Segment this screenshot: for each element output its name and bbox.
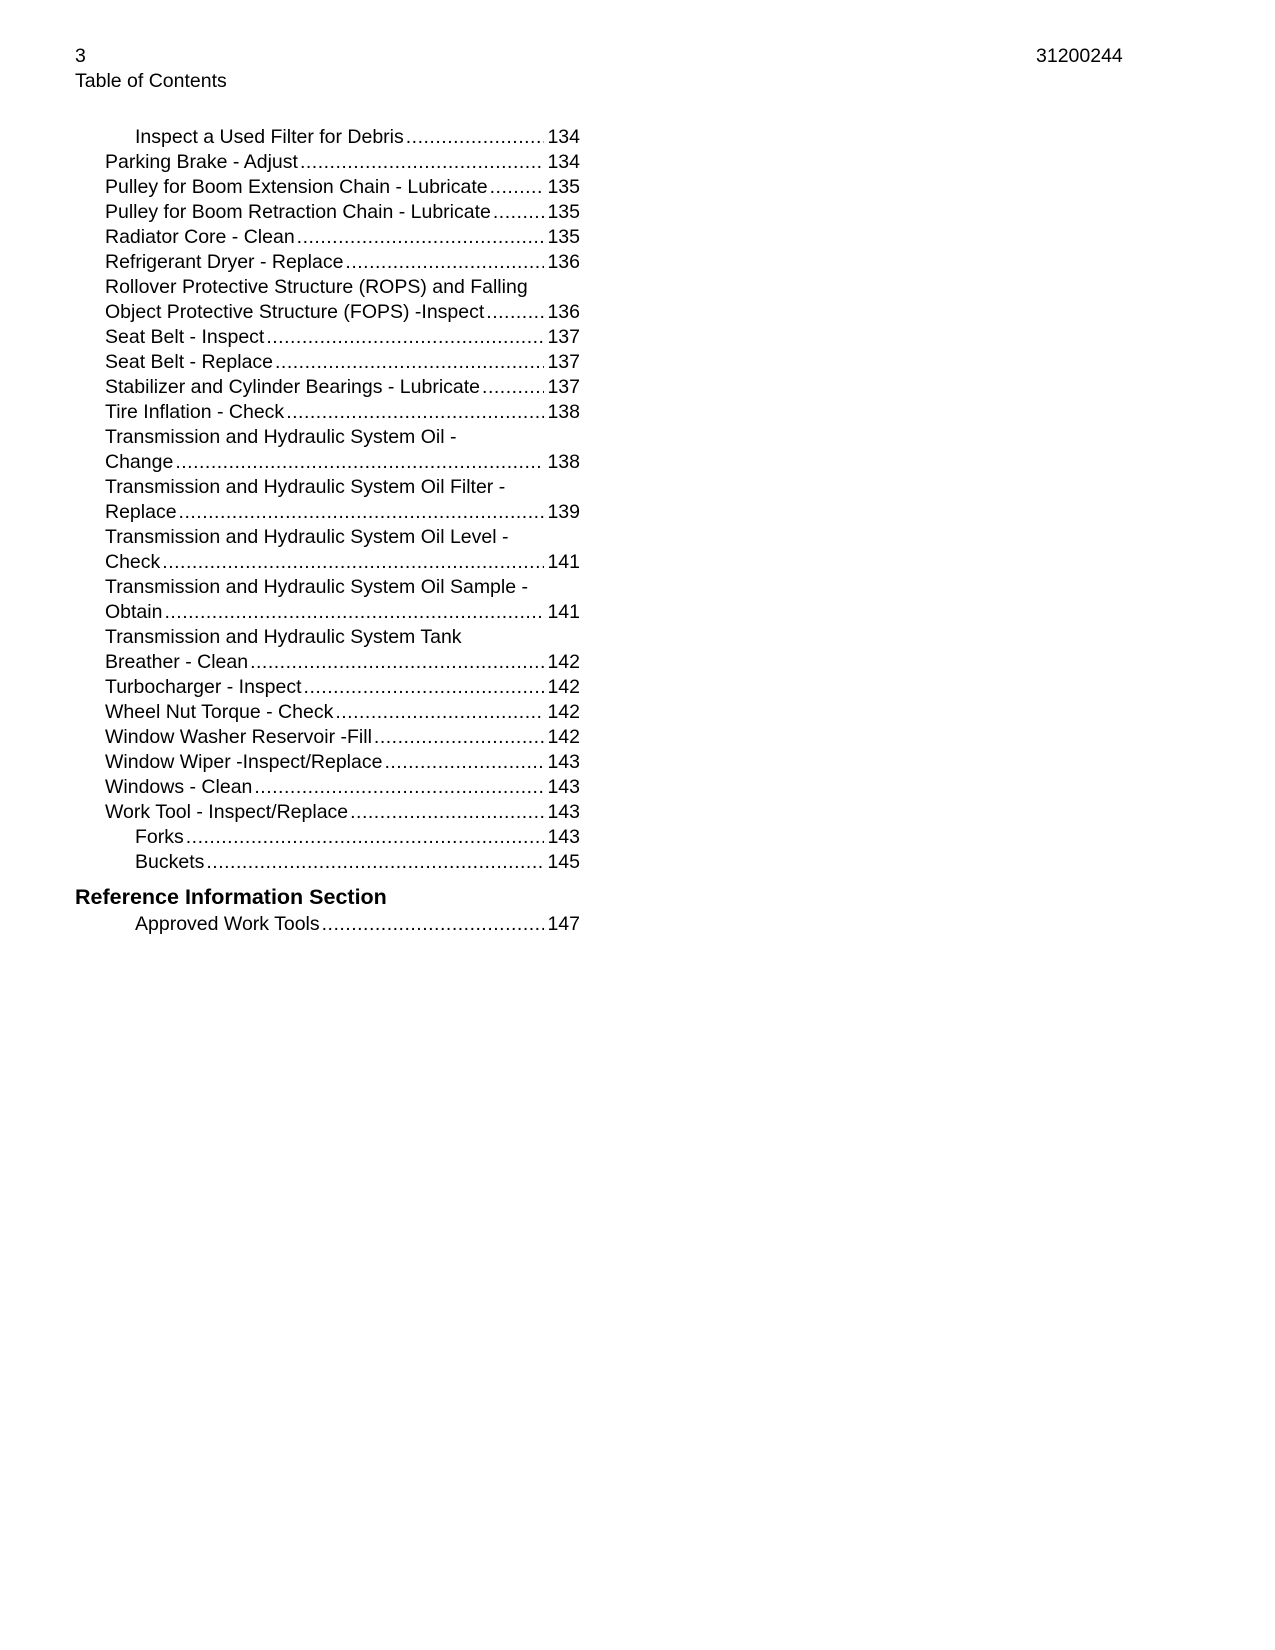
toc-entry-page-number: 134 — [547, 126, 580, 148]
toc-entry-title: Turbocharger - Inspect — [105, 676, 302, 698]
toc-entry-page-number: 138 — [547, 401, 580, 423]
toc-entry-title: Buckets — [135, 851, 205, 873]
dot-leader — [335, 700, 544, 725]
dot-leader — [275, 350, 544, 375]
toc-entry-title-line1: Rollover Protective Structure (ROPS) and Falling — [105, 276, 528, 298]
toc-entry-page-number: 142 — [547, 676, 580, 698]
dot-leader — [493, 200, 545, 225]
toc-entry[interactable] — [75, 150, 580, 175]
toc-entry-title-line1: Transmission and Hydraulic System Oil - — [105, 426, 457, 448]
dot-leader — [482, 375, 544, 400]
reference-section-heading: Reference Information Section — [75, 885, 387, 909]
toc-entry-title: Breather - Clean — [105, 651, 249, 673]
toc-entry-title-line1: Transmission and Hydraulic System Oil Sample - — [105, 576, 528, 598]
toc-entry-page-number: 137 — [547, 351, 580, 373]
toc-entry[interactable] — [75, 600, 580, 625]
dot-leader — [322, 912, 545, 937]
dot-leader — [164, 600, 544, 625]
toc-entry-page-number: 143 — [547, 776, 580, 798]
toc-entry-title: Windows - Clean — [105, 776, 253, 798]
toc-entry[interactable] — [75, 350, 580, 375]
toc-entry-title: Obtain — [105, 601, 163, 623]
dot-leader — [175, 450, 544, 475]
toc-entry[interactable] — [75, 325, 580, 350]
toc-entry-page-number: 143 — [547, 751, 580, 773]
toc-entry-title: Wheel Nut Torque - Check — [105, 701, 334, 723]
toc-entry-title: Tire Inflation - Check — [105, 401, 285, 423]
toc-entry-page-number: 135 — [547, 176, 580, 198]
document-number: 31200244 — [1036, 45, 1123, 67]
toc-entry-title-line1: Transmission and Hydraulic System Oil Level - — [105, 526, 509, 548]
toc-entry-page-number: 136 — [547, 251, 580, 273]
dot-leader — [162, 550, 544, 575]
dot-leader — [254, 775, 544, 800]
toc-entry-page-number: 141 — [547, 551, 580, 573]
toc-entry-page-number: 139 — [547, 501, 580, 523]
dot-leader — [406, 125, 545, 150]
toc-entry-page-number: 142 — [547, 726, 580, 748]
toc-entry[interactable] — [75, 825, 580, 850]
toc-entry[interactable] — [75, 775, 580, 800]
toc-main-entries — [75, 125, 580, 875]
toc-entry-title: Change — [105, 451, 174, 473]
dot-leader — [206, 850, 544, 875]
toc-entry-title: Approved Work Tools — [135, 913, 320, 935]
toc-entry-title: Refrigerant Dryer - Replace — [105, 251, 344, 273]
toc-entry-title: Inspect a Used Filter for Debris — [135, 126, 404, 148]
dot-leader — [297, 225, 545, 250]
dot-leader — [374, 725, 545, 750]
toc-entry[interactable] — [75, 750, 580, 775]
toc-entry[interactable] — [75, 700, 580, 725]
toc-entry-page-number: 138 — [547, 451, 580, 473]
toc-entry[interactable] — [75, 450, 580, 475]
toc-entry-title: Pulley for Boom Extension Chain - Lubricate — [105, 176, 488, 198]
toc-entry[interactable] — [75, 912, 580, 937]
dot-leader — [350, 800, 544, 825]
toc-entry-page-number: 141 — [547, 601, 580, 623]
toc-entry-title: Radiator Core - Clean — [105, 226, 295, 248]
toc-entry[interactable] — [75, 550, 580, 575]
dot-leader — [286, 400, 544, 425]
toc-entry[interactable] — [75, 500, 580, 525]
toc-entry[interactable] — [75, 300, 580, 325]
toc-entry-title: Stabilizer and Cylinder Bearings - Lubricate — [105, 376, 481, 398]
toc-entry-title: Seat Belt - Replace — [105, 351, 274, 373]
toc-entry[interactable] — [75, 175, 580, 200]
toc-entry-page-number: 137 — [547, 376, 580, 398]
toc-entry[interactable] — [75, 675, 580, 700]
dot-leader — [486, 300, 544, 325]
dot-leader — [304, 675, 545, 700]
toc-entry-title: Parking Brake - Adjust — [105, 151, 298, 173]
toc-entry-page-number: 142 — [547, 651, 580, 673]
toc-entry[interactable] — [75, 850, 580, 875]
page-header-left — [75, 44, 227, 94]
dot-leader — [300, 150, 545, 175]
toc-entry[interactable] — [75, 200, 580, 225]
toc-entry-title: Window Wiper -Inspect/Replace — [105, 751, 383, 773]
toc-entry-title: Work Tool - Inspect/Replace — [105, 801, 349, 823]
dot-leader — [186, 825, 545, 850]
toc-entry[interactable] — [75, 400, 580, 425]
toc-entry-title-line1: Transmission and Hydraulic System Oil Filter - — [105, 476, 506, 498]
dot-leader — [250, 650, 544, 675]
toc-entry-page-number: 134 — [547, 151, 580, 173]
toc-entry-title-line1: Transmission and Hydraulic System Tank — [105, 626, 462, 648]
toc-entry-page-number: 135 — [547, 226, 580, 248]
toc-entry[interactable] — [75, 125, 580, 150]
dot-leader — [490, 175, 545, 200]
toc-entry[interactable] — [75, 375, 580, 400]
toc-entry-title: Seat Belt - Inspect — [105, 326, 265, 348]
dot-leader — [179, 500, 545, 525]
toc-entry-title: Forks — [135, 826, 184, 848]
toc-entry[interactable] — [75, 725, 580, 750]
dot-leader — [345, 250, 544, 275]
dot-leader — [266, 325, 544, 350]
table-of-contents — [75, 125, 580, 937]
toc-entry-title: Replace — [105, 501, 177, 523]
toc-entry-page-number: 142 — [547, 701, 580, 723]
section-title: Table of Contents — [75, 70, 227, 92]
toc-entry-page-number: 136 — [547, 301, 580, 323]
toc-entry[interactable] — [75, 800, 580, 825]
toc-entry[interactable] — [75, 225, 580, 250]
toc-entry-page-number: 137 — [547, 326, 580, 348]
toc-entry-page-number: 147 — [547, 913, 580, 935]
toc-entry-title: Object Protective Structure (FOPS) -Inspect — [105, 301, 485, 323]
toc-entry-title: Check — [105, 551, 161, 573]
toc-reference-entries — [75, 912, 580, 937]
dot-leader — [384, 750, 544, 775]
toc-entry-page-number: 145 — [547, 851, 580, 873]
toc-entry-title: Window Washer Reservoir -Fill — [105, 726, 372, 748]
toc-entry[interactable] — [75, 650, 580, 675]
toc-entry-page-number: 143 — [547, 801, 580, 823]
toc-entry-page-number: 143 — [547, 826, 580, 848]
toc-entry-page-number: 135 — [547, 201, 580, 223]
page-number: 3 — [75, 45, 86, 67]
toc-entry-title: Pulley for Boom Retraction Chain - Lubricate — [105, 201, 491, 223]
toc-entry[interactable] — [75, 250, 580, 275]
